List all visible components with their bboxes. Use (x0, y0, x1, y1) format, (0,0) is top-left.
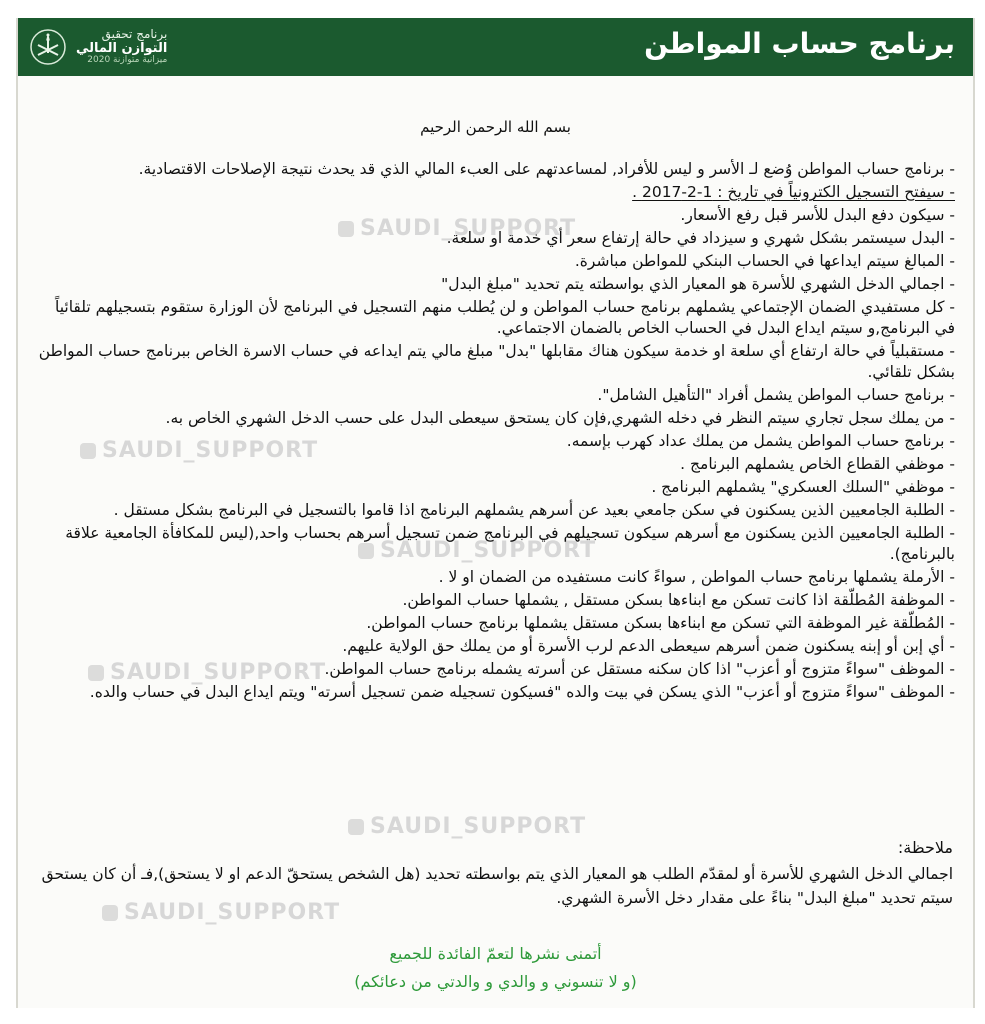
closing-wish-1: أتمنى نشرها لتعمّ الفائدة للجميع (389, 944, 602, 963)
list-item: - برنامج حساب المواطن يشمل من يملك عداد كهرب بإسمه. (566, 432, 955, 450)
list-item: - الأرملة يشملها برنامج حساب المواطن , سواءً كانت مستفيده من الضمان او لا . (438, 568, 955, 586)
list-item: - برنامج حساب المواطن وُضع لـ الأسر و ليس للأفراد, لمساعدتهم على العبء المالي الذي قد يحدث نتيجة الإصلاحات الاقتصادية. (138, 160, 955, 178)
list-item: - المبالغ سيتم ايداعها في الحساب البنكي للمواطن مباشرة. (574, 252, 955, 270)
list-item: - المُطلّقة غير الموظفة التي تسكن مع ابناءها بسكن مستقل يشملها برنامج حساب المواطن. (366, 614, 955, 632)
balance-program-logo (28, 24, 188, 70)
note-body: اجمالي الدخل الشهري للأسرة أو لمقدّم الطلب هو المعيار الذي يتم بواسطته تحديد (هل الشخص يستحقّ الدعم او لا يستحق),فـ أن كان يستحق سيتم تحديد "مبلغ البدل" بناءً على مقدار دخل الأسرة الشهري. (41, 865, 953, 907)
watermark-text: SAUDI_SUPPORT (360, 216, 577, 241)
list-item: - أي إبن أو إبنه يسكنون ضمن أسرهم سيعطى الدعم لرب الأسرة أو من يملك حق الولاية عليهم. (342, 637, 955, 655)
list-item: - من يملك سجل تجاري سيتم النظر في دخله الشهري,فإن كان يستحق سيعطى البدل على حسب الدخل الشهري الخاص به. (165, 409, 955, 427)
page-title: برنامج حساب المواطن (644, 27, 955, 60)
watermark-5 (348, 814, 586, 839)
document-frame (16, 18, 975, 1008)
watermark-text: SAUDI_SUPPORT (110, 660, 327, 685)
watermark-text: SAUDI_SUPPORT (124, 900, 341, 925)
note-label: ملاحظة: (897, 838, 953, 857)
logo-line-2: التوازن المالي (76, 40, 168, 56)
points-list (30, 158, 955, 704)
list-item: - برنامج حساب المواطن يشمل أفراد "التأهيل الشامل". (597, 386, 955, 404)
logo-line-1: برنامج تحقيق (101, 27, 168, 42)
watermark-text: SAUDI_SUPPORT (102, 438, 319, 463)
watermark-text: SAUDI_SUPPORT (380, 538, 597, 563)
watermark-camera-icon (348, 819, 364, 835)
list-item: - الموظف "سواءً متزوج أو أعزب" الذي يسكن في بيت والده "فسيكون تسجيله ضمن تسجيل أسرته" ويتم ايداع البدل في حساب والده. (89, 683, 955, 701)
list-item: - اجمالي الدخل الشهري للأسرة هو المعيار الذي بواسطته يتم تحديد "مبلغ البدل" (441, 275, 955, 293)
list-item: - مستقبلياً في حالة ارتفاع أي سلعة او خدمة سيكون هناك مقابلها "بدل" مبلغ مالي يتم ايداعه في حساب الاسرة الخاص ببرنامج حساب المواطن بشكل تلقائي. (38, 342, 955, 381)
closing-wish-2: (و لا تنسوني و والدي و والدتي من دعائكم) (354, 972, 637, 991)
list-item: - الموظفة المُطلّقة اذا كانت تسكن مع ابناءها بسكن مستقل , يشملها حساب المواطن. (402, 591, 955, 609)
watermark-text: SAUDI_SUPPORT (370, 814, 587, 839)
saudi-emblem-icon (28, 27, 68, 67)
list-item: - سيكون دفع البدل للأسر قبل رفع الأسعار. (680, 206, 955, 224)
list-item: - الطلبة الجامعيين الذين يسكنون مع أسرهم سيكون تسجيلهم في البرنامج ضمن تسجيل أسرهم بحساب واحد,(ليس للمكافأة الجامعية علاقة بالبرنامج). (65, 524, 955, 563)
list-item: - موظفي القطاع الخاص يشملهم البرنامج . (680, 455, 955, 473)
list-item: - موظفي "السلك العسكري" يشملهم البرنامج . (651, 478, 955, 496)
list-item: - سيفتح التسجيل الكترونياً في تاريخ : 1-2-2017 . (632, 183, 955, 201)
list-item: - الطلبة الجامعيين الذين يسكنون في سكن جامعي بعيد عن أسرهم يشملهم البرنامج اذا قاموا بالتسجيل في البرنامج بشكل مستقل . (113, 501, 955, 519)
header-bar (18, 18, 973, 76)
list-item: - كل مستفيدي الضمان الإجتماعي يشملهم برنامج حساب المواطن و لن يُطلب منهم التسجيل في البرنامج لأن الوزارة ستقوم بتسجيلهم تلقائياً في البرنامج,و سيتم ايداع البدل في الحساب الخاص بالضمان الاجتماعي. (55, 298, 955, 337)
list-item: - الموظف "سواءً متزوج أو أعزب" اذا كان سكنه مستقل عن أسرته يشمله برنامج حساب المواطن. (324, 660, 955, 678)
list-item: - البدل سيستمر بشكل شهري و سيزداد في حالة إرتفاع سعر أي خدمة او سلعة. (446, 229, 955, 247)
logo-line-3: ميزانية متوازنة 2020 (87, 54, 168, 65)
bismillah-heading: بسم الله الرحمن الرحيم (420, 118, 571, 136)
